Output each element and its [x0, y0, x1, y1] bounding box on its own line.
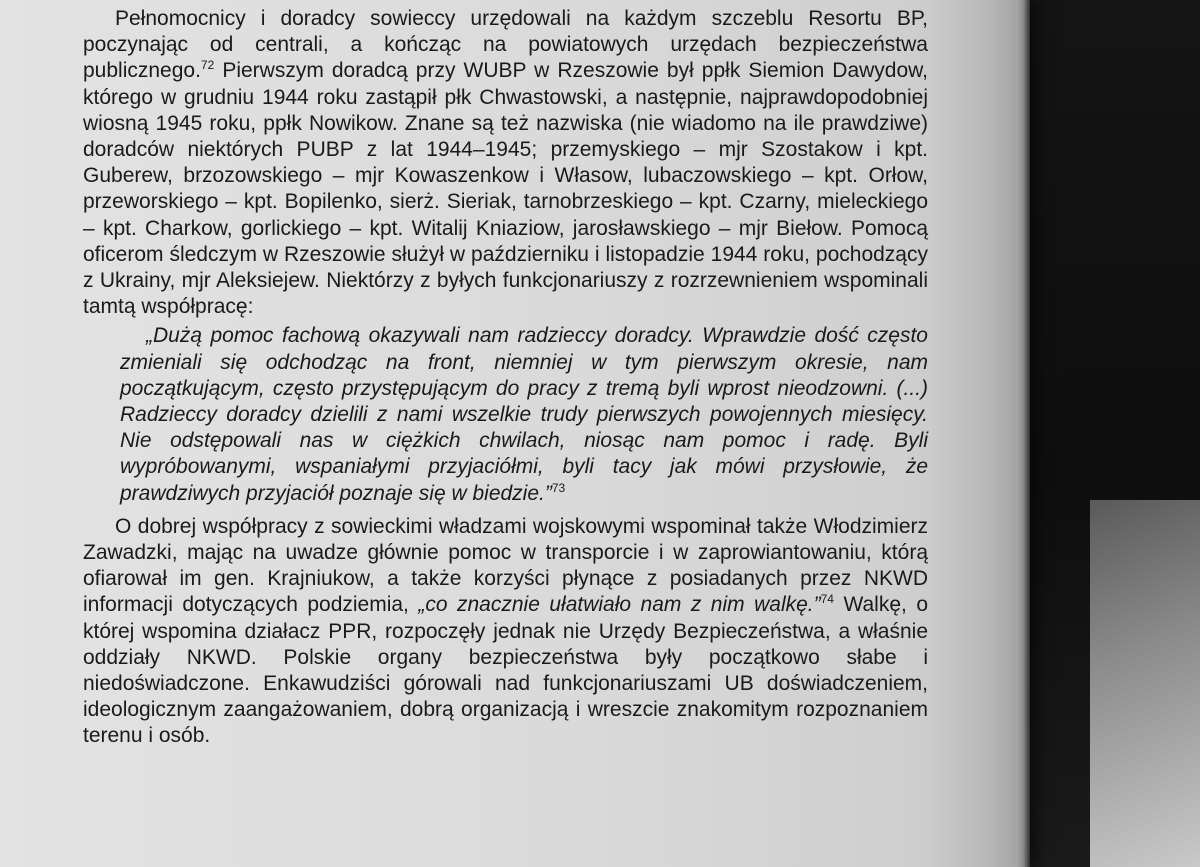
- paragraph-cooperation: [83, 514, 928, 750]
- inline-quote: „co znacznie ułatwiało nam z nim walkę.”: [418, 593, 821, 617]
- paragraph-advisors: [83, 6, 928, 320]
- footnote-ref-74: 74: [820, 592, 834, 607]
- paragraph-advisors-text-a: Pełnomocnicy i doradcy sowieccy urzędowali na każdym szczeblu Resortu BP, poczynając od centrali, a kończąc na powiatowych urzędach bezpieczeństwa publicznego.: [83, 7, 928, 83]
- footnote-ref-73: 73: [551, 480, 566, 495]
- block-quote: [83, 323, 928, 506]
- page-text: [83, 6, 928, 750]
- block-quote-text: „Dużą pomoc fachową okazywali nam radzieccy doradcy. Wprawdzie dość często zmieniali się odchodząc na front, niemniej w tym pierwszym okresie, nam początkującym, często przystępującym do pracy z tremą byli wprost nieodzowni. (...) Radzieccy doradcy dzielili z nami wszelkie trudy pierwszych powojennych miesięcy. Nie odstępowali nas w ciężkich chwilach, niosąc nam pomoc i radę. Byli wypróbowanymi, wspaniałymi przyjaciółmi, byli tacy jak mówi przysłowie, że prawdziwych przyjaciół poznaje się w biedzie.”: [120, 324, 928, 505]
- page-curve-shadow: [930, 0, 1030, 867]
- paragraph-cooperation-text-a: O dobrej współpracy z sowieckimi władzami wojskowymi wspominał także Włodzimierz Zawadzki, mając na uwadze głównie pomoc w transporcie i w zaprowiantowaniu, którą ofiarował im gen. Krajniukow, a także korzyści płynące z posiadanych przez NKWD informacji dotyczących podziemia,: [83, 514, 928, 617]
- footnote-ref-72: 72: [200, 58, 215, 73]
- light-surface: [1090, 500, 1200, 867]
- paragraph-cooperation-text-b: Walkę, o której wspomina działacz PPR, rozpoczęły jednak nie Urzędy Bezpieczeństwa, a właśnie oddziały NKWD. Polskie organy bezpieczeństwa były początkowo słabe i niedoświadczone. Enkawudziści górowali nad funkcjonariuszami UB doświadczeniem, ideologicznym zaangażowaniem, dobrą organizacją i wreszcie znakomitym rozpoznaniem terenu i osób.: [83, 593, 928, 748]
- page-edge: [1016, 0, 1030, 867]
- paragraph-advisors-text-b: Pierwszym doradcą przy WUBP w Rzeszowie był ppłk Siemion Dawydow, którego w grudniu 1944 roku zastąpił płk Chwastowski, a następnie, najprawdopodobniej wiosną 1945 roku, ppłk Nowikow. Znane są też nazwiska (nie wiadomo na ile prawdziwe) doradców niektórych PUBP z lat 1944–1945; przemyskiego – mjr Szostakow i kpt. Guberew, brzozowskiego – mjr Kowaszenkow i Własow, lubaczowskiego – kpt. Orłow, przeworskiego – kpt. Bopilenko, sierż. Sieriak, tarnobrzeskiego – kpt. Czarny, mieleckiego – kpt. Charkow, gorlickiego – kpt. Witalij Kniaziow, jarosławskiego – mjr Biełow. Pomocą oficerom śledczym w Rzeszowie służył w październiku i listopadzie 1944 roku, pochodzący z Ukrainy, mjr Aleksiejew. Niektórzy z byłych funkcjonariuszy z rozrzewnieniem wspominali tamtą współpracę:: [83, 59, 928, 319]
